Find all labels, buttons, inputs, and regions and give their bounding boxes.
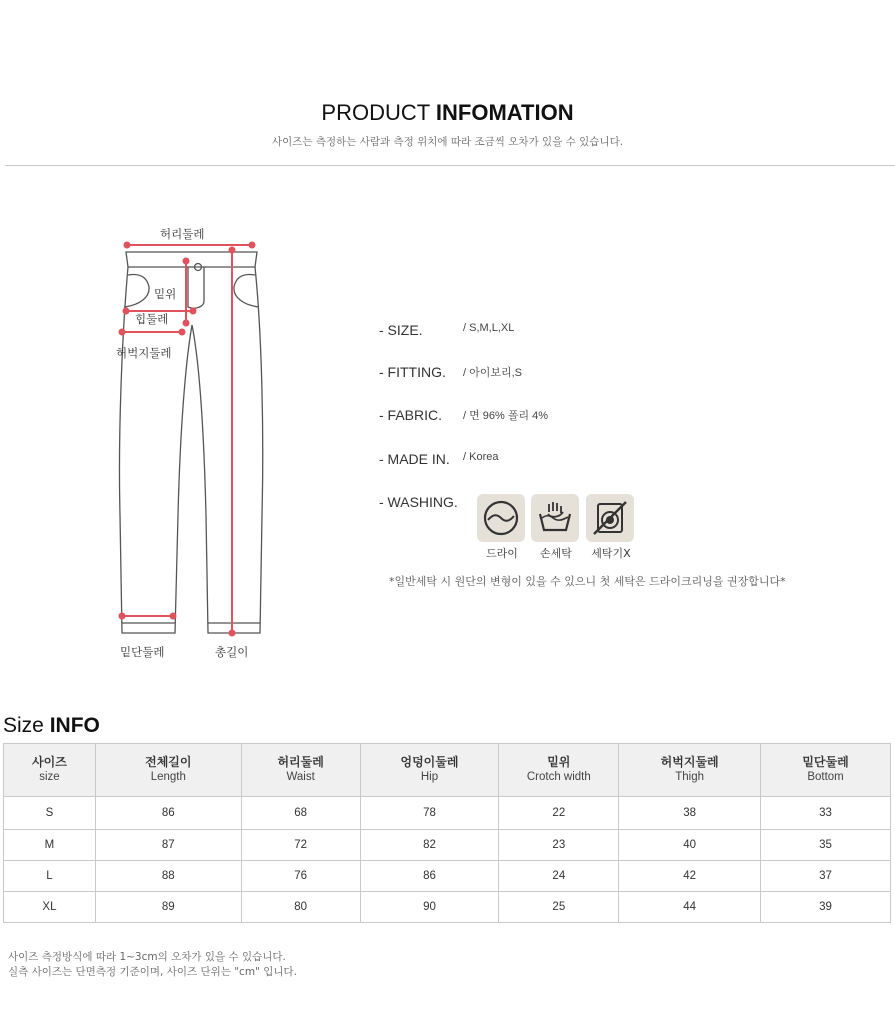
dry-clean-icon (477, 494, 525, 542)
spec-fabric-label: - FABRIC. (379, 407, 443, 423)
table-cell: 37 (761, 861, 891, 892)
wash-label-no-machine: 세탁기X (591, 547, 631, 560)
table-cell: 33 (761, 797, 891, 830)
table-cell: 23 (499, 830, 619, 861)
label-hem: 밑단둘레 (120, 645, 165, 659)
table-cell: 87 (95, 830, 241, 861)
table-cell: 88 (95, 861, 241, 892)
size-table (3, 743, 891, 923)
spec-made-in-label: - MADE IN. (379, 451, 450, 467)
label-thigh: 허벅지둘레 (116, 346, 172, 360)
table-cell: M (4, 830, 96, 861)
table-row (4, 892, 891, 923)
wash-item-hand (531, 494, 581, 561)
table-cell: 24 (499, 861, 619, 892)
page-subtitle: 사이즈는 측정하는 사람과 측정 위치에 따라 조금씩 오차가 있을 수 있습니다. (271, 136, 624, 148)
title-light: PRODUCT (321, 100, 430, 125)
table-cell: 89 (95, 892, 241, 923)
spec-size-value: / S,M,L,XL (463, 322, 515, 334)
pants-diagram (100, 215, 280, 669)
footnote (8, 950, 297, 980)
header-bottom: 밑단둘레 Bottom (761, 744, 891, 797)
table-row (4, 797, 891, 830)
spec-fabric-value: / 면 96% 폴리 4% (463, 410, 549, 422)
wash-item-no-machine (586, 494, 636, 561)
header-length: 전체길이 Length (95, 744, 241, 797)
table-cell: 22 (499, 797, 619, 830)
table-cell: 42 (619, 861, 761, 892)
table-cell: 90 (360, 892, 499, 923)
wash-label-hand: 손세탁 (540, 547, 572, 560)
table-cell: 78 (360, 797, 499, 830)
size-info-title (3, 714, 100, 738)
header-size: 사이즈 size (4, 744, 96, 797)
wash-label-dry: 드라이 (486, 547, 518, 560)
table-cell: L (4, 861, 96, 892)
footnote-line-1: 사이즈 측정방식에 따라 1~3cm의 오차가 있을 수 있습니다. (8, 951, 286, 963)
spec-made-in-value: / Korea (463, 451, 499, 463)
spec-washing-label: - WASHING. (379, 494, 458, 510)
label-length: 총길이 (215, 645, 249, 659)
table-cell: 44 (619, 892, 761, 923)
label-waist: 허리둘레 (160, 227, 205, 241)
table-cell: 39 (761, 892, 891, 923)
footnote-line-2: 실측 사이즈는 단면측정 기준이며, 사이즈 단위는 "cm" 입니다. (8, 966, 297, 978)
label-rise: 밑위 (154, 287, 177, 301)
divider (5, 165, 895, 166)
header-thigh: 허벅지둘레 Thigh (619, 744, 761, 797)
table-cell: 80 (241, 892, 360, 923)
table-cell: 38 (619, 797, 761, 830)
table-cell: 86 (360, 861, 499, 892)
hand-wash-icon (531, 494, 579, 542)
washing-note: *일반세탁 시 원단의 변형이 있을 수 있으니 첫 세탁은 드라이크리닝을 권장합니다* (389, 575, 786, 588)
table-cell: 76 (241, 861, 360, 892)
header-hip: 엉덩이둘레 Hip (360, 744, 499, 797)
header-crotch: 밑위 Crotch width (499, 744, 619, 797)
table-cell: 25 (499, 892, 619, 923)
table-cell: XL (4, 892, 96, 923)
size-info-title-bold: INFO (49, 714, 100, 737)
table-cell: 86 (95, 797, 241, 830)
spec-fitting-label: - FITTING. (379, 364, 446, 380)
table-cell: 82 (360, 830, 499, 861)
title-bold: INFOMATION (435, 100, 574, 125)
table-header-row (4, 744, 891, 797)
table-row (4, 861, 891, 892)
table-row (4, 830, 891, 861)
table-cell: 68 (241, 797, 360, 830)
table-cell: 35 (761, 830, 891, 861)
table-cell: S (4, 797, 96, 830)
label-hip: 힙둘레 (135, 312, 169, 326)
pants-illustration (100, 215, 280, 665)
spec-fitting-value: / 아이보리,S (463, 367, 523, 379)
no-machine-wash-icon (586, 494, 634, 542)
table-cell: 40 (619, 830, 761, 861)
spec-size-label: - SIZE. (379, 322, 423, 338)
header-waist: 허리둘레 Waist (241, 744, 360, 797)
table-cell: 72 (241, 830, 360, 861)
page-title (0, 100, 895, 126)
size-info-title-light: Size (3, 714, 44, 737)
wash-item-dry (477, 494, 527, 561)
